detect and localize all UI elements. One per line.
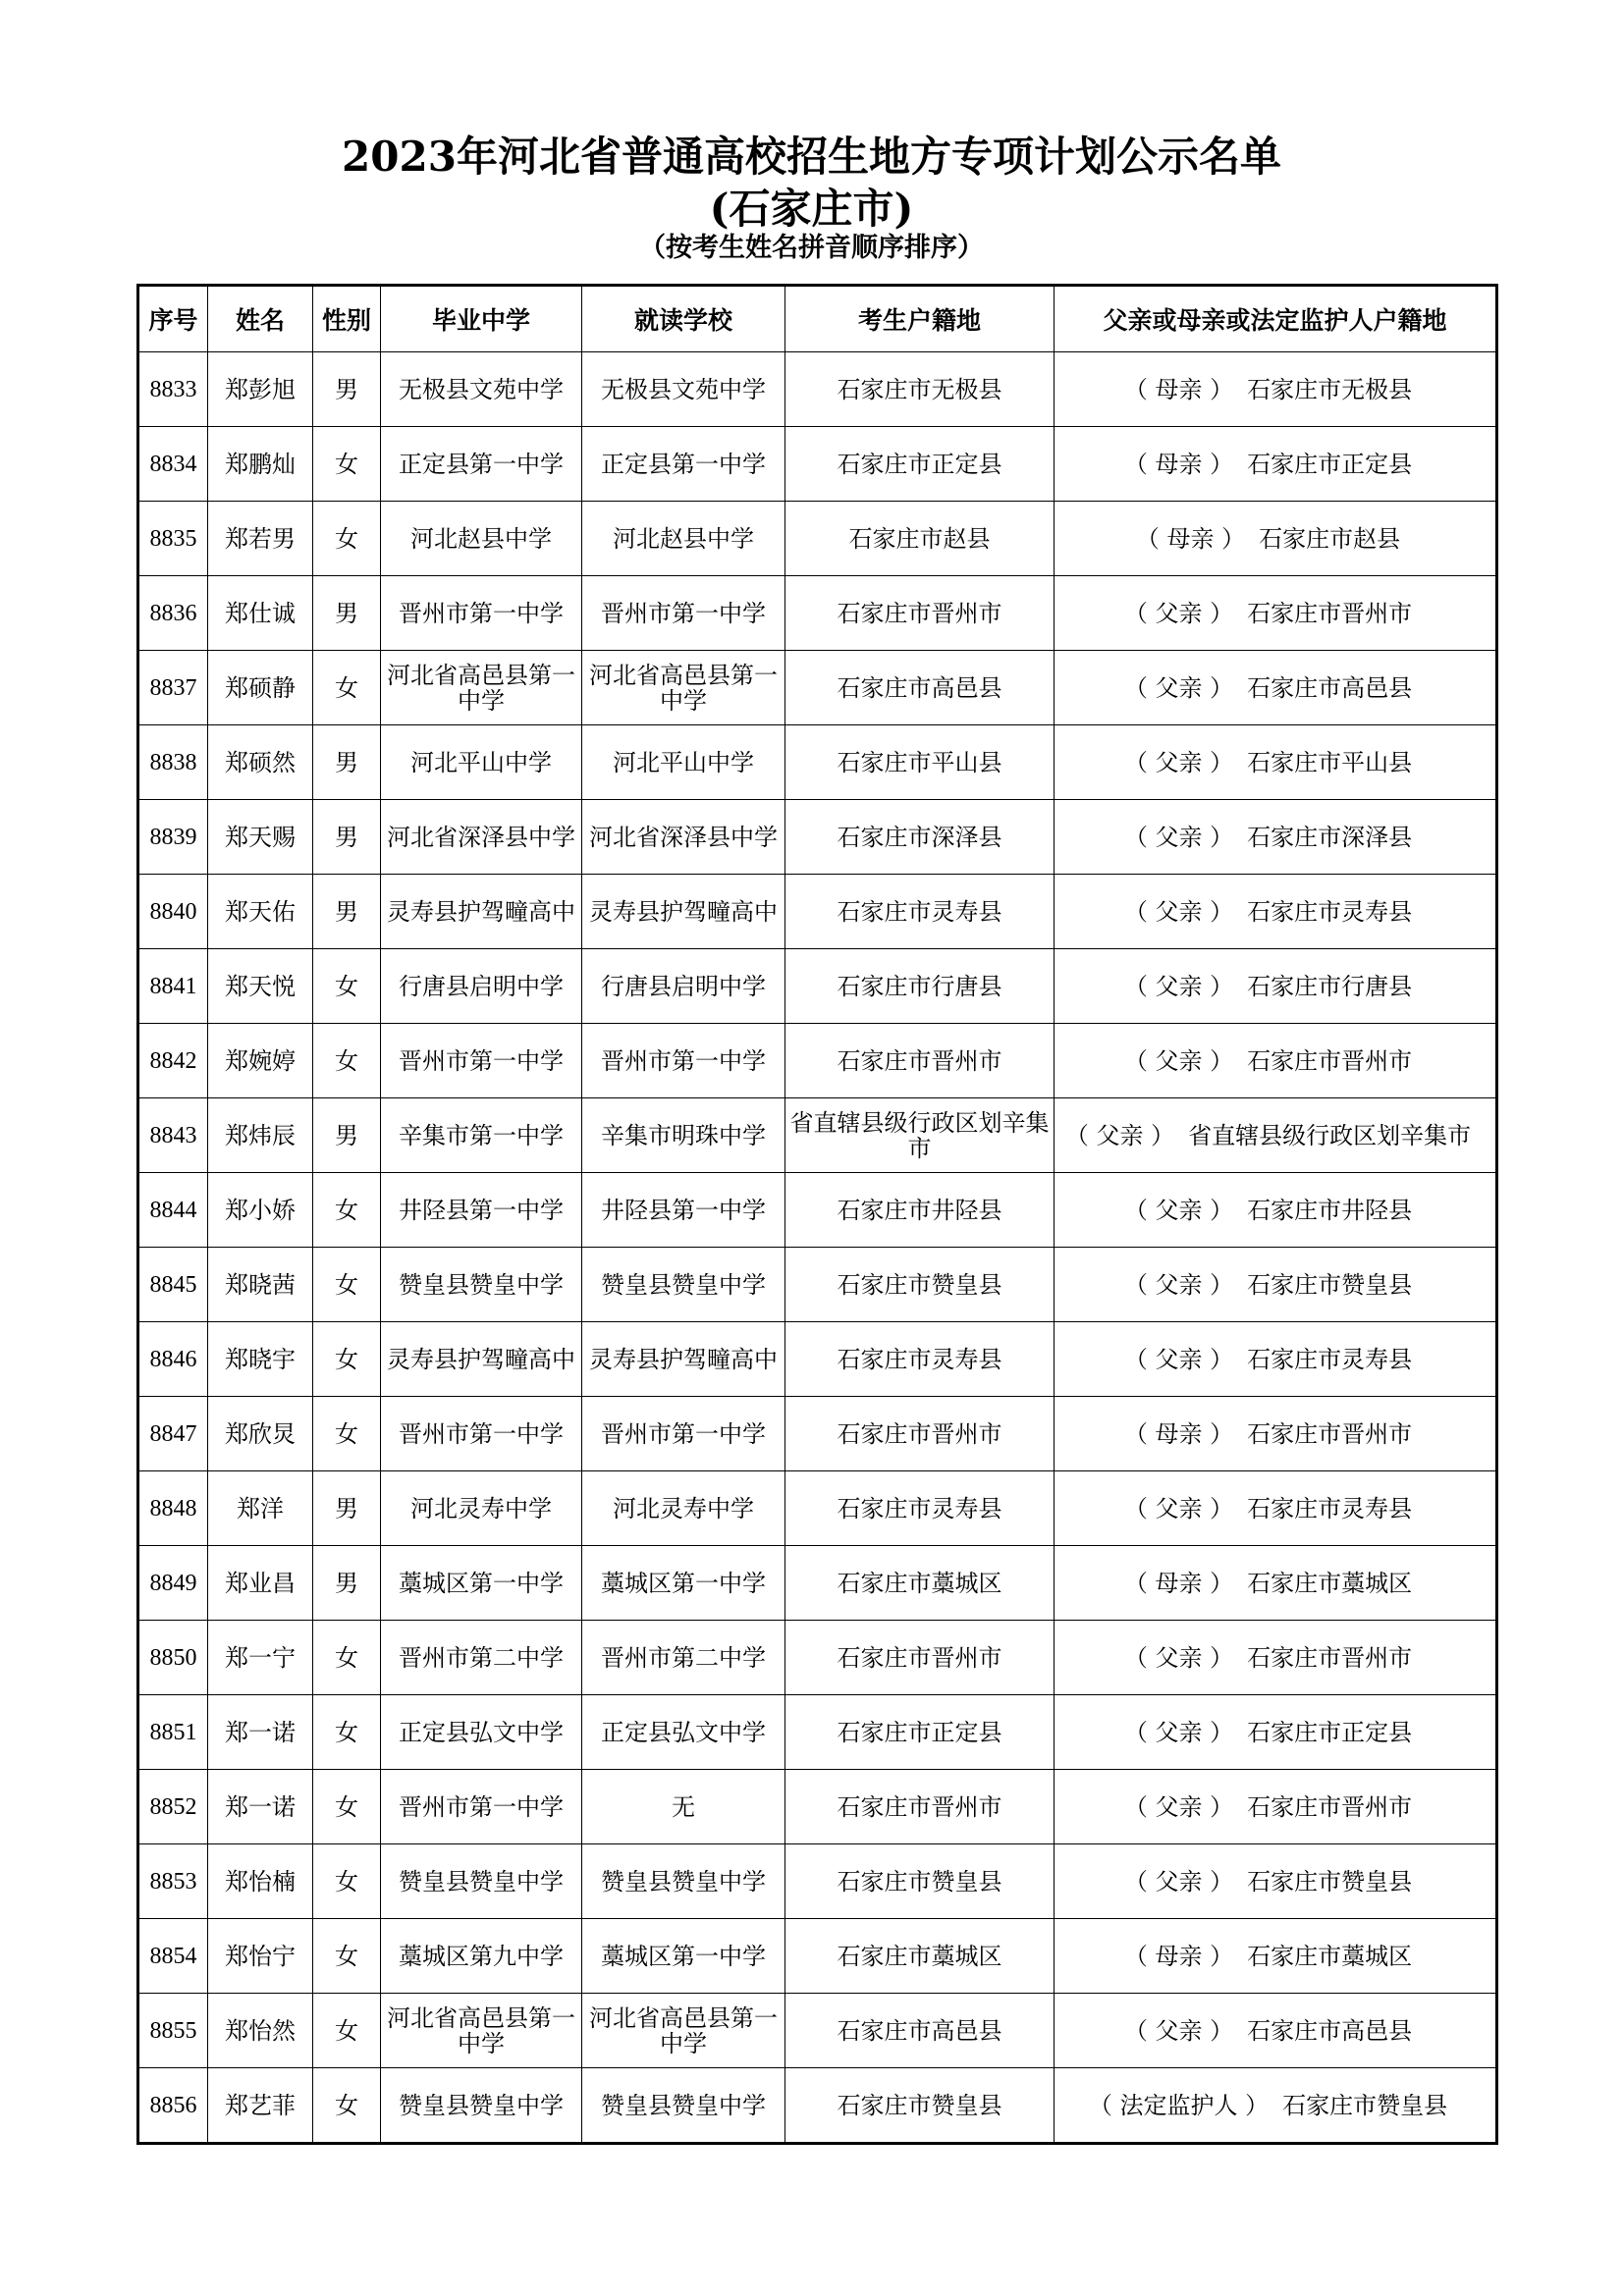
cell-hukou: 石家庄市晋州市	[785, 1621, 1055, 1695]
guardian-role: 父亲	[1155, 599, 1203, 627]
guardian-role: 父亲	[1155, 823, 1203, 851]
cell-grad-school: 灵寿县护驾疃高中	[381, 1322, 582, 1397]
cell-current-school: 无极县文苑中学	[582, 352, 785, 427]
cell-gender: 男	[313, 576, 381, 651]
cell-guardian-hukou: （ 母亲 ） 石家庄市赵县	[1055, 502, 1497, 576]
guardian-hukou-place: 石家庄市灵寿县	[1247, 1494, 1413, 1522]
cell-name: 郑怡楠	[208, 1844, 313, 1919]
cell-guardian-hukou: （ 父亲 ） 石家庄市灵寿县	[1055, 1471, 1497, 1546]
cell-seq: 8836	[138, 576, 208, 651]
cell-guardian-hukou: （ 母亲 ） 石家庄市晋州市	[1055, 1397, 1497, 1471]
cell-guardian-hukou: （ 父亲 ） 石家庄市晋州市	[1055, 1770, 1497, 1844]
table-row	[138, 1919, 1497, 1994]
document-city: (石家庄市)	[709, 185, 914, 233]
cell-current-school: 灵寿县护驾疃高中	[582, 1322, 785, 1397]
cell-hukou: 石家庄市灵寿县	[785, 1322, 1055, 1397]
cell-grad-school: 河北省高邑县第一中学	[381, 651, 582, 725]
table-row	[138, 576, 1497, 651]
guardian-hukou-place: 石家庄市赞皇县	[1282, 2091, 1448, 2119]
cell-current-school: 晋州市第一中学	[582, 1024, 785, 1098]
cell-name: 郑天佑	[208, 875, 313, 949]
table-row	[138, 1098, 1497, 1173]
guardian-role: 父亲	[1155, 1270, 1203, 1299]
cell-guardian-hukou: （ 父亲 ） 石家庄市平山县	[1055, 725, 1497, 800]
guardian-hukou-place: 石家庄市灵寿县	[1247, 897, 1413, 926]
cell-grad-school: 河北灵寿中学	[381, 1471, 582, 1546]
guardian-role: 母亲	[1166, 524, 1215, 553]
cell-grad-school: 晋州市第二中学	[381, 1621, 582, 1695]
cell-guardian-hukou: （ 父亲 ） 石家庄市深泽县	[1055, 800, 1497, 875]
cell-current-school: 赞皇县赞皇中学	[582, 1248, 785, 1322]
cell-gender: 男	[313, 1471, 381, 1546]
cell-name: 郑欣炅	[208, 1397, 313, 1471]
cell-hukou: 石家庄市正定县	[785, 1695, 1055, 1770]
header-guardian-hukou: 父亲或母亲或法定监护人户籍地	[1055, 286, 1497, 352]
guardian-hukou-place: 石家庄市晋州市	[1247, 1419, 1413, 1448]
cell-grad-school: 赞皇县赞皇中学	[381, 1248, 582, 1322]
cell-gender: 女	[313, 949, 381, 1024]
cell-grad-school: 晋州市第一中学	[381, 1024, 582, 1098]
table-row	[138, 1621, 1497, 1695]
table-row	[138, 1322, 1497, 1397]
cell-gender: 女	[313, 1695, 381, 1770]
cell-name: 郑炜辰	[208, 1098, 313, 1173]
cell-seq: 8844	[138, 1173, 208, 1248]
cell-seq: 8851	[138, 1695, 208, 1770]
cell-grad-school: 正定县第一中学	[381, 427, 582, 502]
sort-note: （按考生姓名拼音顺序排序）	[639, 233, 984, 263]
cell-current-school: 赞皇县赞皇中学	[582, 2068, 785, 2144]
guardian-role: 父亲	[1155, 1718, 1203, 1746]
cell-hukou: 石家庄市晋州市	[785, 576, 1055, 651]
cell-seq: 8847	[138, 1397, 208, 1471]
cell-seq: 8840	[138, 875, 208, 949]
cell-gender: 女	[313, 1024, 381, 1098]
guardian-hukou-place: 石家庄市深泽县	[1247, 823, 1413, 851]
cell-current-school: 行唐县启明中学	[582, 949, 785, 1024]
cell-gender: 女	[313, 427, 381, 502]
table-row	[138, 1994, 1497, 2068]
cell-guardian-hukou: （ 父亲 ） 石家庄市行唐县	[1055, 949, 1497, 1024]
cell-gender: 男	[313, 1098, 381, 1173]
cell-gender: 女	[313, 1322, 381, 1397]
guardian-role: 母亲	[1155, 1419, 1203, 1448]
cell-hukou: 石家庄市高邑县	[785, 1994, 1055, 2068]
document-title: 2023年河北省普通高校招生地方专项计划公示名单	[342, 133, 1281, 181]
cell-name: 郑小娇	[208, 1173, 313, 1248]
cell-name: 郑一诺	[208, 1770, 313, 1844]
table-row	[138, 2068, 1497, 2144]
cell-name: 郑鹏灿	[208, 427, 313, 502]
guardian-role: 父亲	[1155, 2016, 1203, 2045]
cell-name: 郑天悦	[208, 949, 313, 1024]
cell-current-school: 辛集市明珠中学	[582, 1098, 785, 1173]
cell-name: 郑洋	[208, 1471, 313, 1546]
cell-guardian-hukou: （ 父亲 ） 石家庄市灵寿县	[1055, 1322, 1497, 1397]
cell-hukou: 石家庄市藁城区	[785, 1919, 1055, 1994]
guardian-hukou-place: 石家庄市藁城区	[1247, 1569, 1413, 1597]
cell-seq: 8843	[138, 1098, 208, 1173]
cell-name: 郑硕然	[208, 725, 313, 800]
table-row	[138, 800, 1497, 875]
cell-guardian-hukou: （ 父亲 ） 石家庄市高邑县	[1055, 1994, 1497, 2068]
cell-guardian-hukou: （ 父亲 ） 石家庄市灵寿县	[1055, 875, 1497, 949]
cell-grad-school: 河北赵县中学	[381, 502, 582, 576]
cell-guardian-hukou: （ 父亲 ） 石家庄市晋州市	[1055, 576, 1497, 651]
table-row	[138, 1546, 1497, 1621]
table-row	[138, 1844, 1497, 1919]
cell-gender: 女	[313, 1621, 381, 1695]
cell-hukou: 石家庄市高邑县	[785, 651, 1055, 725]
cell-gender: 男	[313, 1546, 381, 1621]
cell-current-school: 赞皇县赞皇中学	[582, 1844, 785, 1919]
table-row	[138, 949, 1497, 1024]
cell-grad-school: 河北平山中学	[381, 725, 582, 800]
cell-guardian-hukou: （ 父亲 ） 石家庄市赞皇县	[1055, 1248, 1497, 1322]
cell-guardian-hukou: （ 法定监护人 ） 石家庄市赞皇县	[1055, 2068, 1497, 2144]
cell-guardian-hukou: （ 父亲 ） 石家庄市赞皇县	[1055, 1844, 1497, 1919]
cell-name: 郑若男	[208, 502, 313, 576]
cell-seq: 8849	[138, 1546, 208, 1621]
cell-current-school: 晋州市第一中学	[582, 576, 785, 651]
guardian-role: 父亲	[1155, 1046, 1203, 1075]
table-row	[138, 651, 1497, 725]
cell-grad-school: 赞皇县赞皇中学	[381, 1844, 582, 1919]
cell-hukou: 石家庄市无极县	[785, 352, 1055, 427]
cell-current-school: 河北省深泽县中学	[582, 800, 785, 875]
cell-guardian-hukou: （ 父亲 ） 石家庄市高邑县	[1055, 651, 1497, 725]
table-row	[138, 725, 1497, 800]
cell-gender: 女	[313, 2068, 381, 2144]
cell-name: 郑一诺	[208, 1695, 313, 1770]
table-row	[138, 1397, 1497, 1471]
cell-guardian-hukou: （ 父亲 ） 石家庄市晋州市	[1055, 1621, 1497, 1695]
cell-grad-school: 正定县弘文中学	[381, 1695, 582, 1770]
cell-gender: 女	[313, 651, 381, 725]
cell-seq: 8845	[138, 1248, 208, 1322]
cell-gender: 女	[313, 1919, 381, 1994]
cell-hukou: 石家庄市正定县	[785, 427, 1055, 502]
guardian-hukou-place: 石家庄市晋州市	[1247, 1046, 1413, 1075]
cell-hukou: 省直辖县级行政区划辛集市	[785, 1098, 1055, 1173]
cell-gender: 男	[313, 800, 381, 875]
roster-table	[136, 284, 1498, 2145]
cell-hukou: 石家庄市赵县	[785, 502, 1055, 576]
guardian-role: 法定监护人	[1119, 2091, 1238, 2119]
cell-gender: 男	[313, 352, 381, 427]
cell-current-school: 晋州市第一中学	[582, 1397, 785, 1471]
cell-gender: 女	[313, 1994, 381, 2068]
cell-guardian-hukou: （ 父亲 ） 石家庄市正定县	[1055, 1695, 1497, 1770]
guardian-role: 父亲	[1155, 1643, 1203, 1672]
guardian-hukou-place: 石家庄市正定县	[1247, 450, 1413, 478]
cell-grad-school: 无极县文苑中学	[381, 352, 582, 427]
guardian-role: 父亲	[1155, 1345, 1203, 1373]
guardian-role: 父亲	[1096, 1121, 1144, 1149]
cell-current-school: 河北省高邑县第一中学	[582, 1994, 785, 2068]
cell-gender: 男	[313, 725, 381, 800]
cell-hukou: 石家庄市晋州市	[785, 1770, 1055, 1844]
guardian-role: 母亲	[1155, 450, 1203, 478]
guardian-role: 父亲	[1155, 1196, 1203, 1224]
cell-seq: 8835	[138, 502, 208, 576]
cell-hukou: 石家庄市赞皇县	[785, 1248, 1055, 1322]
guardian-role: 父亲	[1155, 1792, 1203, 1821]
table-row	[138, 427, 1497, 502]
cell-grad-school: 河北省高邑县第一中学	[381, 1994, 582, 2068]
guardian-hukou-place: 石家庄市赞皇县	[1247, 1270, 1413, 1299]
table-row	[138, 1695, 1497, 1770]
cell-seq: 8839	[138, 800, 208, 875]
table-row	[138, 502, 1497, 576]
header-row	[138, 286, 1497, 352]
cell-name: 郑晓宇	[208, 1322, 313, 1397]
cell-current-school: 河北赵县中学	[582, 502, 785, 576]
guardian-hukou-place: 石家庄市平山县	[1247, 748, 1413, 776]
cell-guardian-hukou: （ 母亲 ） 石家庄市无极县	[1055, 352, 1497, 427]
cell-gender: 女	[313, 1248, 381, 1322]
cell-name: 郑怡宁	[208, 1919, 313, 1994]
cell-seq: 8856	[138, 2068, 208, 2144]
table-row	[138, 1248, 1497, 1322]
cell-seq: 8834	[138, 427, 208, 502]
cell-hukou: 石家庄市藁城区	[785, 1546, 1055, 1621]
table-row	[138, 1173, 1497, 1248]
header-grad-school: 毕业中学	[381, 286, 582, 352]
guardian-hukou-place: 石家庄市晋州市	[1247, 1643, 1413, 1672]
cell-seq: 8852	[138, 1770, 208, 1844]
cell-seq: 8855	[138, 1994, 208, 2068]
cell-name: 郑硕静	[208, 651, 313, 725]
cell-seq: 8850	[138, 1621, 208, 1695]
cell-name: 郑晓茜	[208, 1248, 313, 1322]
guardian-role: 母亲	[1155, 1569, 1203, 1597]
guardian-hukou-place: 石家庄市井陉县	[1247, 1196, 1413, 1224]
cell-name: 郑彭旭	[208, 352, 313, 427]
cell-guardian-hukou: （ 母亲 ） 石家庄市正定县	[1055, 427, 1497, 502]
cell-grad-school: 晋州市第一中学	[381, 576, 582, 651]
guardian-role: 父亲	[1155, 673, 1203, 702]
cell-seq: 8838	[138, 725, 208, 800]
cell-current-school: 无	[582, 1770, 785, 1844]
cell-name: 郑天赐	[208, 800, 313, 875]
cell-hukou: 石家庄市晋州市	[785, 1397, 1055, 1471]
guardian-hukou-place: 石家庄市赵县	[1259, 524, 1401, 553]
cell-hukou: 石家庄市灵寿县	[785, 875, 1055, 949]
cell-guardian-hukou: （ 母亲 ） 石家庄市藁城区	[1055, 1919, 1497, 1994]
table-row	[138, 1471, 1497, 1546]
guardian-hukou-place: 石家庄市藁城区	[1247, 1942, 1413, 1970]
cell-hukou: 石家庄市赞皇县	[785, 1844, 1055, 1919]
cell-grad-school: 藁城区第一中学	[381, 1546, 582, 1621]
guardian-role: 父亲	[1155, 748, 1203, 776]
cell-name: 郑一宁	[208, 1621, 313, 1695]
cell-guardian-hukou: （ 母亲 ） 石家庄市藁城区	[1055, 1546, 1497, 1621]
cell-name: 郑艺菲	[208, 2068, 313, 2144]
cell-grad-school: 晋州市第一中学	[381, 1397, 582, 1471]
cell-gender: 女	[313, 1770, 381, 1844]
guardian-hukou-place: 石家庄市灵寿县	[1247, 1345, 1413, 1373]
cell-name: 郑婉婷	[208, 1024, 313, 1098]
cell-seq: 8854	[138, 1919, 208, 1994]
guardian-role: 母亲	[1155, 1942, 1203, 1970]
cell-seq: 8841	[138, 949, 208, 1024]
cell-seq: 8846	[138, 1322, 208, 1397]
guardian-hukou-place: 石家庄市赞皇县	[1247, 1867, 1413, 1896]
cell-seq: 8842	[138, 1024, 208, 1098]
cell-hukou: 石家庄市行唐县	[785, 949, 1055, 1024]
cell-guardian-hukou: （ 父亲 ） 石家庄市井陉县	[1055, 1173, 1497, 1248]
guardian-role: 父亲	[1155, 1867, 1203, 1896]
table-row	[138, 1770, 1497, 1844]
guardian-role: 父亲	[1155, 897, 1203, 926]
cell-current-school: 藁城区第一中学	[582, 1919, 785, 1994]
cell-current-school: 正定县第一中学	[582, 427, 785, 502]
cell-name: 郑怡然	[208, 1994, 313, 2068]
cell-current-school: 河北灵寿中学	[582, 1471, 785, 1546]
cell-name: 郑业昌	[208, 1546, 313, 1621]
cell-grad-school: 井陉县第一中学	[381, 1173, 582, 1248]
guardian-hukou-place: 石家庄市晋州市	[1247, 1792, 1413, 1821]
roster-body	[138, 352, 1497, 2144]
guardian-role: 父亲	[1155, 1494, 1203, 1522]
cell-hukou: 石家庄市井陉县	[785, 1173, 1055, 1248]
cell-grad-school: 行唐县启明中学	[381, 949, 582, 1024]
cell-gender: 女	[313, 1173, 381, 1248]
cell-current-school: 藁城区第一中学	[582, 1546, 785, 1621]
table-row	[138, 875, 1497, 949]
cell-gender: 女	[313, 1844, 381, 1919]
header-name: 姓名	[208, 286, 313, 352]
cell-current-school: 灵寿县护驾疃高中	[582, 875, 785, 949]
header-current-school: 就读学校	[582, 286, 785, 352]
header-gender: 性别	[313, 286, 381, 352]
table-row	[138, 1024, 1497, 1098]
cell-grad-school: 藁城区第九中学	[381, 1919, 582, 1994]
cell-hukou: 石家庄市深泽县	[785, 800, 1055, 875]
cell-guardian-hukou: （ 父亲 ） 省直辖县级行政区划辛集市	[1055, 1098, 1497, 1173]
cell-current-school: 晋州市第二中学	[582, 1621, 785, 1695]
cell-current-school: 河北省高邑县第一中学	[582, 651, 785, 725]
cell-grad-school: 辛集市第一中学	[381, 1098, 582, 1173]
cell-hukou: 石家庄市灵寿县	[785, 1471, 1055, 1546]
cell-gender: 女	[313, 502, 381, 576]
cell-current-school: 井陉县第一中学	[582, 1173, 785, 1248]
cell-seq: 8833	[138, 352, 208, 427]
cell-current-school: 正定县弘文中学	[582, 1695, 785, 1770]
cell-gender: 女	[313, 1397, 381, 1471]
guardian-hukou-place: 石家庄市正定县	[1247, 1718, 1413, 1746]
guardian-hukou-place: 石家庄市晋州市	[1247, 599, 1413, 627]
cell-hukou: 石家庄市晋州市	[785, 1024, 1055, 1098]
guardian-hukou-place: 石家庄市行唐县	[1247, 972, 1413, 1000]
cell-grad-school: 灵寿县护驾疃高中	[381, 875, 582, 949]
table-row	[138, 352, 1497, 427]
cell-seq: 8853	[138, 1844, 208, 1919]
cell-gender: 男	[313, 875, 381, 949]
guardian-hukou-place: 石家庄市无极县	[1247, 375, 1413, 403]
header-hukou: 考生户籍地	[785, 286, 1055, 352]
cell-seq: 8848	[138, 1471, 208, 1546]
cell-grad-school: 晋州市第一中学	[381, 1770, 582, 1844]
cell-seq: 8837	[138, 651, 208, 725]
guardian-hukou-place: 石家庄市高邑县	[1247, 2016, 1413, 2045]
header-seq: 序号	[138, 286, 208, 352]
guardian-role: 父亲	[1155, 972, 1203, 1000]
guardian-hukou-place: 石家庄市高邑县	[1247, 673, 1413, 702]
cell-hukou: 石家庄市赞皇县	[785, 2068, 1055, 2144]
cell-guardian-hukou: （ 父亲 ） 石家庄市晋州市	[1055, 1024, 1497, 1098]
cell-grad-school: 赞皇县赞皇中学	[381, 2068, 582, 2144]
guardian-hukou-place: 省直辖县级行政区划辛集市	[1188, 1121, 1472, 1149]
cell-grad-school: 河北省深泽县中学	[381, 800, 582, 875]
cell-name: 郑仕诚	[208, 576, 313, 651]
cell-current-school: 河北平山中学	[582, 725, 785, 800]
guardian-role: 母亲	[1155, 375, 1203, 403]
cell-hukou: 石家庄市平山县	[785, 725, 1055, 800]
